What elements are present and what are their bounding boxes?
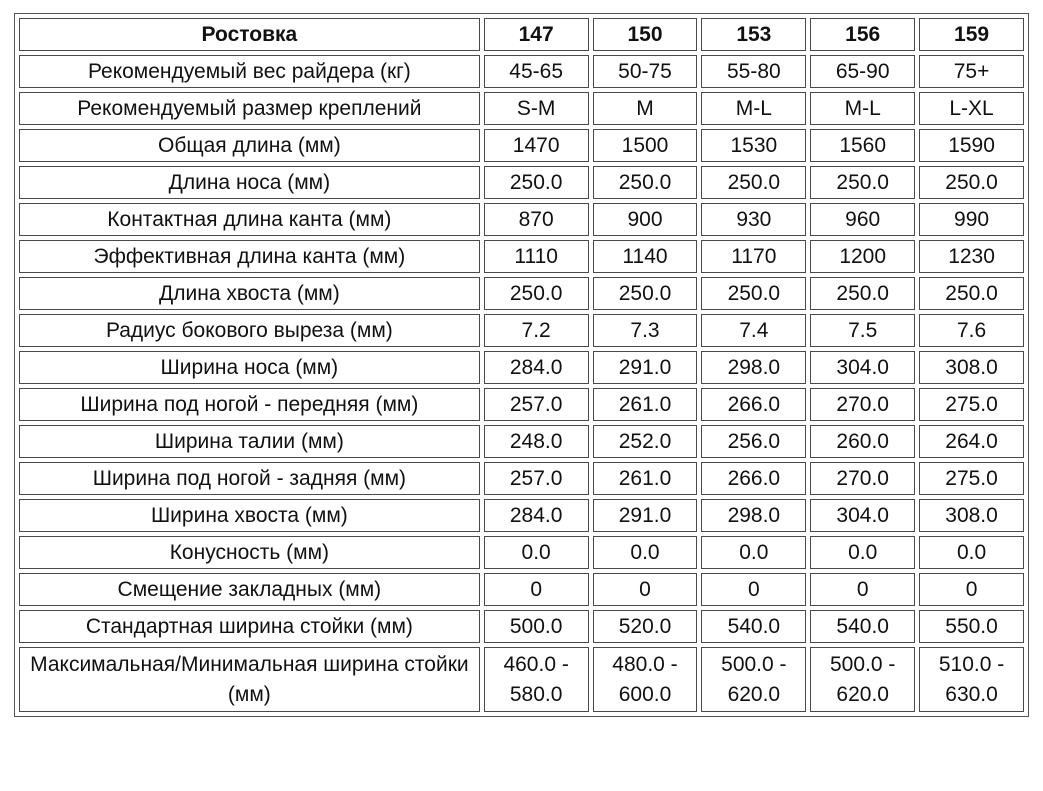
- table-row: [19, 129, 1024, 162]
- value-cell: 250.0: [484, 277, 589, 310]
- value-cell: 284.0: [484, 351, 589, 384]
- value-cell: 870: [484, 203, 589, 236]
- table-row: [19, 610, 1024, 643]
- table-row: [19, 462, 1024, 495]
- table-row: [19, 203, 1024, 236]
- value-cell: 1230: [919, 240, 1024, 273]
- value-cell: 250.0: [593, 277, 698, 310]
- value-cell: 250.0: [701, 277, 806, 310]
- row-label-cell: Конусность (мм): [19, 536, 480, 569]
- value-cell: 45-65: [484, 55, 589, 88]
- value-cell: 275.0: [919, 388, 1024, 421]
- row-label-cell: Длина носа (мм): [19, 166, 480, 199]
- row-label-cell: Ширина носа (мм): [19, 351, 480, 384]
- value-cell: 266.0: [701, 462, 806, 495]
- value-cell: 250.0: [701, 166, 806, 199]
- value-cell: 304.0: [810, 351, 915, 384]
- value-cell: 0: [919, 573, 1024, 606]
- value-cell: 250.0: [810, 166, 915, 199]
- value-cell: 930: [701, 203, 806, 236]
- header-label-cell: Ростовка: [19, 18, 480, 51]
- value-cell: S-M: [484, 92, 589, 125]
- value-cell: 1140: [593, 240, 698, 273]
- value-cell: 540.0: [810, 610, 915, 643]
- value-cell: 250.0: [810, 277, 915, 310]
- header-size-cell: 159: [919, 18, 1024, 51]
- value-cell: 1560: [810, 129, 915, 162]
- row-label-cell: Рекомендуемый вес райдера (кг): [19, 55, 480, 88]
- value-cell: M-L: [810, 92, 915, 125]
- value-cell: 308.0: [919, 351, 1024, 384]
- header-size-cell: 153: [701, 18, 806, 51]
- value-cell: 0: [484, 573, 589, 606]
- table-row: [19, 573, 1024, 606]
- value-cell: 256.0: [701, 425, 806, 458]
- header-row: [19, 18, 1024, 51]
- value-cell: 266.0: [701, 388, 806, 421]
- value-cell: 304.0: [810, 499, 915, 532]
- value-cell: 250.0: [593, 166, 698, 199]
- value-cell: 0.0: [484, 536, 589, 569]
- value-cell: 50-75: [593, 55, 698, 88]
- value-cell: L-XL: [919, 92, 1024, 125]
- table-row: [19, 425, 1024, 458]
- value-cell: 284.0: [484, 499, 589, 532]
- value-cell: 0.0: [810, 536, 915, 569]
- value-cell: 270.0: [810, 462, 915, 495]
- value-cell: 1530: [701, 129, 806, 162]
- row-label-cell: Стандартная ширина стойки (мм): [19, 610, 480, 643]
- row-label-cell: Ширина под ногой - передняя (мм): [19, 388, 480, 421]
- value-cell: 540.0: [701, 610, 806, 643]
- row-label-cell: Смещение закладных (мм): [19, 573, 480, 606]
- table-row: [19, 499, 1024, 532]
- snowboard-size-table: [14, 13, 1029, 717]
- table-row: [19, 314, 1024, 347]
- value-cell: 990: [919, 203, 1024, 236]
- table-row: [19, 536, 1024, 569]
- table-row: [19, 277, 1024, 310]
- row-label-cell: Общая длина (мм): [19, 129, 480, 162]
- value-cell: 0: [810, 573, 915, 606]
- value-cell: 460.0 - 580.0: [484, 647, 589, 712]
- value-cell: 261.0: [593, 388, 698, 421]
- value-cell: 1170: [701, 240, 806, 273]
- value-cell: 65-90: [810, 55, 915, 88]
- value-cell: 252.0: [593, 425, 698, 458]
- value-cell: 7.5: [810, 314, 915, 347]
- row-label-cell: Максимальная/Минимальная ширина стойки (мм): [19, 647, 480, 712]
- value-cell: 75+: [919, 55, 1024, 88]
- table-row: [19, 351, 1024, 384]
- value-cell: 298.0: [701, 351, 806, 384]
- row-label-cell: Рекомендуемый размер креплений: [19, 92, 480, 125]
- value-cell: 7.4: [701, 314, 806, 347]
- table-row: [19, 240, 1024, 273]
- value-cell: 510.0 - 630.0: [919, 647, 1024, 712]
- value-cell: 500.0: [484, 610, 589, 643]
- value-cell: M-L: [701, 92, 806, 125]
- value-cell: 250.0: [484, 166, 589, 199]
- row-label-cell: Ширина под ногой - задняя (мм): [19, 462, 480, 495]
- value-cell: 261.0: [593, 462, 698, 495]
- row-label-cell: Ширина талии (мм): [19, 425, 480, 458]
- value-cell: 7.6: [919, 314, 1024, 347]
- row-label-cell: Радиус бокового выреза (мм): [19, 314, 480, 347]
- value-cell: 900: [593, 203, 698, 236]
- value-cell: 264.0: [919, 425, 1024, 458]
- value-cell: 520.0: [593, 610, 698, 643]
- header-size-cell: 147: [484, 18, 589, 51]
- value-cell: 7.2: [484, 314, 589, 347]
- value-cell: 250.0: [919, 166, 1024, 199]
- value-cell: 1470: [484, 129, 589, 162]
- value-cell: 500.0 - 620.0: [810, 647, 915, 712]
- header-size-cell: 150: [593, 18, 698, 51]
- value-cell: 291.0: [593, 351, 698, 384]
- row-label-cell: Контактная длина канта (мм): [19, 203, 480, 236]
- value-cell: 1110: [484, 240, 589, 273]
- value-cell: 0: [593, 573, 698, 606]
- value-cell: 1500: [593, 129, 698, 162]
- value-cell: 0: [701, 573, 806, 606]
- table-row: [19, 92, 1024, 125]
- value-cell: 1200: [810, 240, 915, 273]
- header-size-cell: 156: [810, 18, 915, 51]
- value-cell: 0.0: [919, 536, 1024, 569]
- value-cell: 480.0 - 600.0: [593, 647, 698, 712]
- value-cell: 550.0: [919, 610, 1024, 643]
- value-cell: 260.0: [810, 425, 915, 458]
- value-cell: 257.0: [484, 388, 589, 421]
- row-label-cell: Ширина хвоста (мм): [19, 499, 480, 532]
- value-cell: 298.0: [701, 499, 806, 532]
- value-cell: 308.0: [919, 499, 1024, 532]
- value-cell: 55-80: [701, 55, 806, 88]
- row-label-cell: Длина хвоста (мм): [19, 277, 480, 310]
- value-cell: 275.0: [919, 462, 1024, 495]
- table-row: [19, 166, 1024, 199]
- value-cell: 1590: [919, 129, 1024, 162]
- value-cell: 0.0: [593, 536, 698, 569]
- value-cell: 257.0: [484, 462, 589, 495]
- row-label-cell: Эффективная длина канта (мм): [19, 240, 480, 273]
- table-row: [19, 55, 1024, 88]
- table-body: [19, 55, 1024, 712]
- table-row: [19, 388, 1024, 421]
- value-cell: 500.0 - 620.0: [701, 647, 806, 712]
- value-cell: 0.0: [701, 536, 806, 569]
- value-cell: 270.0: [810, 388, 915, 421]
- value-cell: 248.0: [484, 425, 589, 458]
- value-cell: M: [593, 92, 698, 125]
- table-row: [19, 647, 1024, 712]
- value-cell: 7.3: [593, 314, 698, 347]
- value-cell: 960: [810, 203, 915, 236]
- value-cell: 291.0: [593, 499, 698, 532]
- value-cell: 250.0: [919, 277, 1024, 310]
